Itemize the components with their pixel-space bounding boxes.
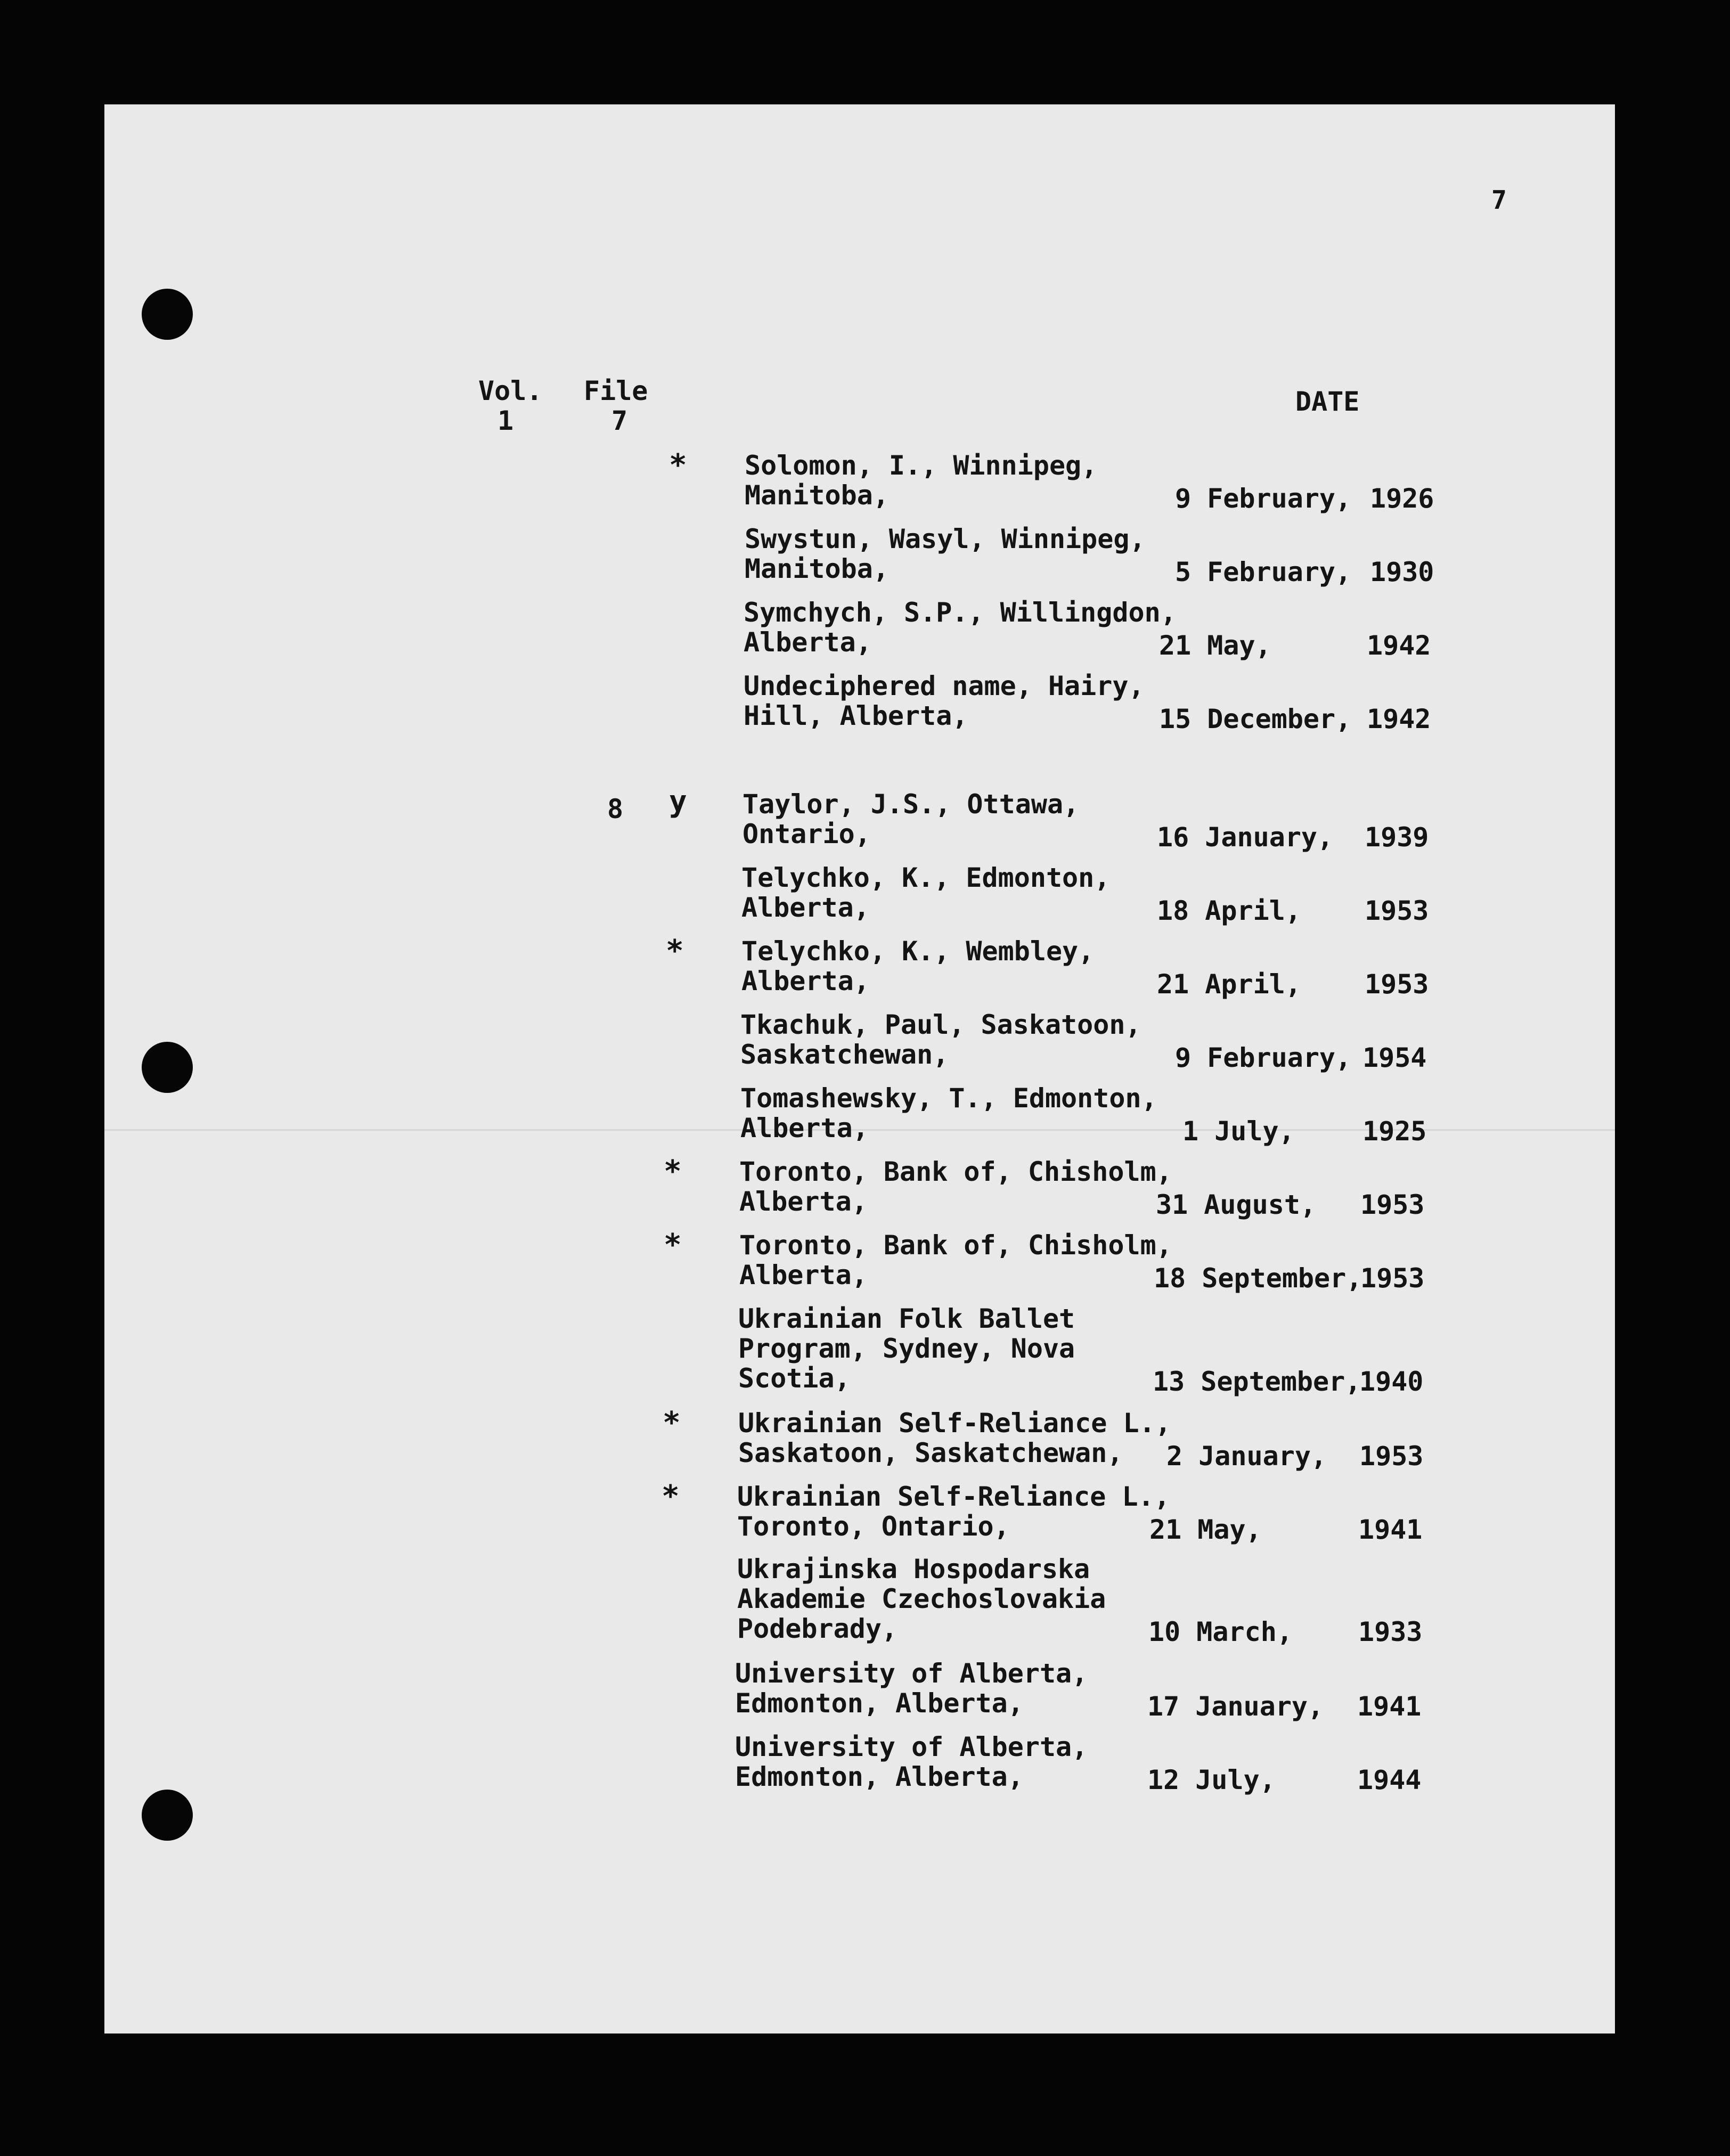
entry-date: 18 April, [1157, 895, 1301, 926]
entry-date: 21 April, [1157, 969, 1301, 1000]
entry-year: 1944 [1357, 1765, 1422, 1795]
entry-date: 21 May, [1149, 1514, 1262, 1545]
entry-year: 1953 [1365, 895, 1429, 926]
entry-name-line: University of Alberta, [735, 1732, 1088, 1762]
entry-name-line: Tkachuk, Paul, Saskatoon, [740, 1009, 1141, 1040]
entry-year: 1933 [1358, 1616, 1423, 1647]
entry-date: 16 January, [1157, 822, 1334, 853]
entry-year: 1941 [1357, 1691, 1422, 1722]
asterisk-marker: * [669, 448, 687, 483]
entry-name-line: Alberta, [739, 1260, 868, 1291]
entry-year: 1942 [1367, 704, 1431, 734]
entry-name-line: Swystun, Wasyl, Winnipeg, [745, 524, 1146, 554]
entry-name-line: Manitoba, [745, 553, 889, 584]
entry-date: 21 May, [1159, 630, 1271, 661]
entry-date: 31 August, [1156, 1189, 1317, 1220]
entry-name-line: Program, Sydney, Nova [738, 1333, 1075, 1364]
punch-hole [142, 1790, 193, 1841]
entry-name-line: Toronto, Bank of, Chisholm, [739, 1230, 1172, 1261]
entry-date: 18 September, [1154, 1263, 1362, 1294]
entry-year: 1953 [1360, 1263, 1425, 1294]
file-label: File [584, 375, 648, 406]
entry-date: 9 February, [1175, 1042, 1352, 1073]
asterisk-marker: * [666, 934, 684, 968]
entry-name-line: Saskatoon, Saskatchewan, [738, 1438, 1123, 1468]
entry-name-line: Scotia, [738, 1363, 851, 1394]
entry-name-line: Toronto, Ontario, [737, 1511, 1010, 1542]
entry-name-line: Telychko, K., Wembley, [741, 936, 1095, 967]
entry-date: 1 July, [1182, 1116, 1295, 1147]
entry-name-line: Edmonton, Alberta, [735, 1761, 1024, 1792]
entry-year: 1925 [1362, 1116, 1427, 1147]
entry-name-line: Toronto, Bank of, Chisholm, [739, 1156, 1172, 1187]
punch-hole [142, 1042, 193, 1093]
marker-y: y [669, 785, 687, 819]
entry-name-line: Ukrainian Self-Reliance L., [738, 1408, 1171, 1439]
entry-name-line: Alberta, [741, 892, 870, 923]
entry-name-line: Ontario, [742, 819, 871, 850]
entry-year: 1942 [1367, 630, 1431, 661]
entry-name-line: Edmonton, Alberta, [735, 1688, 1024, 1719]
entry-name-line: Alberta, [744, 627, 872, 658]
date-label: DATE [1295, 386, 1360, 417]
entry-date: 9 February, [1175, 483, 1352, 514]
document-page [104, 104, 1615, 2034]
entry-date: 12 July, [1147, 1765, 1276, 1795]
file-value: 7 [611, 405, 628, 436]
entry-name-line: Taylor, J.S., Ottawa, [742, 789, 1080, 820]
entry-name-line: Alberta, [741, 966, 870, 997]
entry-name-line: Telychko, K., Edmonton, [741, 862, 1111, 893]
asterisk-marker: * [663, 1406, 681, 1440]
asterisk-marker: * [664, 1154, 682, 1189]
asterisk-marker: * [662, 1479, 680, 1514]
entry-year: 1926 [1370, 483, 1434, 514]
file-number-8: 8 [607, 794, 624, 824]
entry-year: 1953 [1359, 1441, 1424, 1472]
vol-value: 1 [497, 405, 514, 436]
entry-name-line: Undeciphered name, Hairy, [744, 671, 1145, 701]
entry-date: 10 March, [1148, 1616, 1293, 1647]
entry-date: 2 January, [1166, 1441, 1327, 1472]
entry-year: 1941 [1358, 1514, 1423, 1545]
entry-name-line: Tomashewsky, T., Edmonton, [740, 1083, 1157, 1114]
entry-name-line: Akademie Czechoslovakia [737, 1583, 1106, 1614]
entry-name-line: Ukrainian Folk Ballet [738, 1303, 1075, 1334]
entry-year: 1954 [1362, 1042, 1427, 1073]
entry-date: 15 December, [1159, 704, 1352, 734]
entry-name-line: Ukrajinska Hospodarska [737, 1554, 1090, 1585]
entry-year: 1939 [1365, 822, 1429, 853]
entry-name-line: Alberta, [740, 1113, 869, 1144]
entry-name-line: Solomon, I., Winnipeg, [745, 450, 1098, 481]
entry-name-line: Ukrainian Self-Reliance L., [737, 1481, 1170, 1512]
page-number: 7 [1491, 185, 1507, 215]
vol-label: Vol. [478, 375, 543, 406]
entry-date: 17 January, [1147, 1691, 1324, 1722]
entry-name-line: Podebrady, [737, 1613, 898, 1644]
entry-year: 1930 [1370, 557, 1434, 587]
asterisk-marker: * [664, 1228, 682, 1262]
entry-name-line: Symchych, S.P., Willingdon, [744, 597, 1177, 628]
entry-year: 1940 [1359, 1366, 1424, 1397]
entry-name-line: Saskatchewan, [740, 1039, 949, 1070]
entry-name-line: Hill, Alberta, [744, 700, 968, 731]
entry-date: 5 February, [1175, 557, 1352, 587]
entry-name-line: University of Alberta, [735, 1658, 1088, 1689]
entry-name-line: Manitoba, [745, 480, 889, 511]
entry-year: 1953 [1365, 969, 1429, 1000]
entry-date: 13 September, [1153, 1366, 1361, 1397]
entry-year: 1953 [1360, 1189, 1425, 1220]
punch-hole [142, 289, 193, 340]
entry-name-line: Alberta, [739, 1186, 868, 1217]
